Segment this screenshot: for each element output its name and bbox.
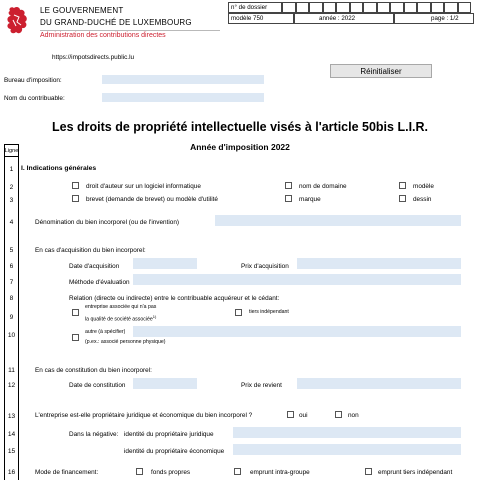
checkbox-modele[interactable] bbox=[399, 182, 406, 189]
checkbox-oui[interactable] bbox=[287, 411, 294, 418]
section-heading: I. Indications générales bbox=[21, 165, 97, 172]
line-number: 7 bbox=[9, 279, 14, 286]
dossier-digit[interactable] bbox=[336, 2, 350, 13]
fonds-propres-label: fonds propres bbox=[151, 469, 191, 476]
date-constitution-input[interactable] bbox=[133, 378, 197, 389]
line-number: 12 bbox=[7, 382, 16, 389]
proprietaire-juridique-label: identité du propriétaire juridique bbox=[124, 431, 214, 438]
line-number: 14 bbox=[7, 431, 16, 438]
dossier-digit[interactable] bbox=[377, 2, 391, 13]
constitution-heading: En cas de constitution du bien incorporel: bbox=[35, 367, 152, 374]
brevet-label: brevet (demande de brevet) ou modèle d'utilité bbox=[86, 196, 218, 203]
line-number: 11 bbox=[8, 367, 15, 374]
prix-acquisition-label: Prix d'acquisition bbox=[241, 263, 289, 270]
line-number: 5 bbox=[9, 247, 14, 254]
checkbox-dessin[interactable] bbox=[399, 195, 406, 202]
checkbox-nom-domaine[interactable] bbox=[285, 182, 292, 189]
checkbox-entreprise-associee[interactable] bbox=[72, 309, 79, 316]
header-divider bbox=[40, 30, 220, 31]
administration-name: Administration des contributions directes bbox=[40, 32, 166, 39]
ligne-column bbox=[4, 144, 19, 480]
nom-domaine-label: nom de domaine bbox=[299, 183, 347, 190]
dossier-digit[interactable] bbox=[309, 2, 323, 13]
denomination-input[interactable] bbox=[215, 215, 461, 226]
bureau-input[interactable] bbox=[102, 75, 264, 84]
financement-label: Mode de financement: bbox=[35, 469, 99, 476]
line-number: 2 bbox=[9, 184, 14, 191]
dessin-label: dessin bbox=[413, 196, 432, 203]
line-number: 13 bbox=[7, 413, 16, 420]
checkbox-emprunt-tiers[interactable] bbox=[365, 468, 372, 475]
website-url[interactable]: https://impotsdirects.public.lu bbox=[52, 54, 135, 61]
ligne-header: Ligne bbox=[4, 148, 19, 154]
relation-label: Relation (directe ou indirecte) entre le contribuable acquéreur et le cédant: bbox=[69, 295, 280, 302]
checkbox-fonds-propres[interactable] bbox=[136, 468, 143, 475]
checkbox-non[interactable] bbox=[335, 411, 342, 418]
ligne-header-divider bbox=[4, 156, 19, 157]
prix-revient-input[interactable] bbox=[297, 378, 461, 389]
emprunt-intra-groupe-label: emprunt intra-groupe bbox=[250, 469, 310, 476]
date-acquisition-label: Date d'acquisition bbox=[69, 263, 120, 270]
dossier-digit[interactable] bbox=[404, 2, 418, 13]
nom-input[interactable] bbox=[102, 93, 264, 102]
droit-auteur-label: droit d'auteur sur un logiciel informatique bbox=[86, 183, 201, 190]
line-number: 15 bbox=[7, 448, 16, 455]
denomination-label: Dénomination du bien incorporel (ou de l'invention) bbox=[35, 219, 180, 226]
methode-label: Méthode d'évaluation bbox=[69, 279, 130, 286]
proprietaire-question: L'entreprise est-elle propriétaire juridique et économique du bien incorporel ? bbox=[35, 412, 253, 419]
annee-cell: année : 2022 bbox=[294, 13, 394, 24]
proprietaire-juridique-input[interactable] bbox=[233, 427, 461, 438]
checkbox-autre[interactable] bbox=[72, 334, 79, 341]
line-number: 10 bbox=[7, 332, 16, 339]
gov-line1: LE GOUVERNEMENT bbox=[40, 6, 124, 15]
qualite-associee-text: la qualité de société associée bbox=[85, 316, 153, 323]
checkbox-marque[interactable] bbox=[285, 195, 292, 202]
dossier-digit[interactable] bbox=[363, 2, 377, 13]
page-cell: page : 1/2 bbox=[394, 13, 474, 24]
proprietaire-economique-label: identité du propriétaire économique bbox=[124, 448, 225, 455]
dossier-digit[interactable] bbox=[323, 2, 337, 13]
dossier-box bbox=[228, 2, 474, 24]
proprietaire-economique-input[interactable] bbox=[233, 444, 461, 455]
negative-label: Dans la négative: bbox=[69, 431, 119, 438]
autre-example-label: (p.ex.: associé personne physique) bbox=[85, 339, 166, 345]
emprunt-tiers-label: emprunt tiers indépendant bbox=[378, 469, 453, 476]
dossier-digit[interactable] bbox=[431, 2, 445, 13]
entreprise-associee-label: entreprise associée qui n'a pas bbox=[85, 304, 157, 310]
oui-label: oui bbox=[299, 412, 308, 419]
non-label: non bbox=[348, 412, 359, 419]
date-constitution-label: Date de constitution bbox=[69, 382, 126, 389]
methode-input[interactable] bbox=[133, 274, 461, 285]
line-number: 8 bbox=[9, 295, 14, 302]
dossier-label: n° de dossier bbox=[228, 2, 282, 13]
bureau-label: Bureau d'imposition: bbox=[4, 77, 62, 84]
line-number: 6 bbox=[9, 263, 14, 270]
dossier-digit[interactable] bbox=[350, 2, 364, 13]
dossier-digit[interactable] bbox=[296, 2, 310, 13]
tiers-independant-label: tiers indépendant bbox=[249, 309, 289, 315]
autre-label: autre (à spécifier) bbox=[85, 329, 126, 335]
marque-label: marque bbox=[299, 196, 321, 203]
checkbox-tiers-independant[interactable] bbox=[235, 309, 242, 316]
dossier-digit[interactable] bbox=[458, 2, 472, 13]
page-title: Les droits de propriété intellectuelle visés à l'article 50bis L.I.R. bbox=[51, 120, 429, 134]
prix-acquisition-input[interactable] bbox=[297, 258, 461, 269]
checkbox-brevet[interactable] bbox=[72, 195, 79, 202]
nom-label: Nom du contribuable: bbox=[4, 95, 65, 102]
modele-label: modèle bbox=[413, 183, 434, 190]
line-number: 1 bbox=[9, 166, 14, 173]
autre-input[interactable] bbox=[133, 326, 461, 337]
checkbox-droit-auteur[interactable] bbox=[72, 182, 79, 189]
dossier-digit[interactable] bbox=[390, 2, 404, 13]
dossier-digit[interactable] bbox=[444, 2, 458, 13]
line-number: 4 bbox=[9, 219, 14, 226]
page-subtitle: Année d'imposition 2022 bbox=[190, 142, 290, 152]
line-number: 3 bbox=[9, 197, 14, 204]
red-lion-crest-icon bbox=[4, 5, 32, 37]
gov-line2: DU GRAND-DUCHÉ DE LUXEMBOURG bbox=[40, 18, 192, 27]
modele-cell: modèle 750 bbox=[228, 13, 294, 24]
dossier-digit[interactable] bbox=[417, 2, 431, 13]
line-number: 16 bbox=[7, 469, 16, 476]
footnote-marker: 1) bbox=[152, 314, 157, 319]
date-acquisition-input[interactable] bbox=[133, 258, 197, 269]
checkbox-emprunt-intra-groupe[interactable] bbox=[234, 468, 241, 475]
acquisition-heading: En cas d'acquisition du bien incorporel: bbox=[35, 247, 146, 254]
line-number: 9 bbox=[9, 314, 14, 321]
dossier-digit[interactable] bbox=[282, 2, 296, 13]
prix-revient-label: Prix de revient bbox=[241, 382, 282, 389]
qualite-associee-label bbox=[85, 314, 156, 323]
reset-button[interactable]: Réinitialiser bbox=[330, 64, 432, 78]
